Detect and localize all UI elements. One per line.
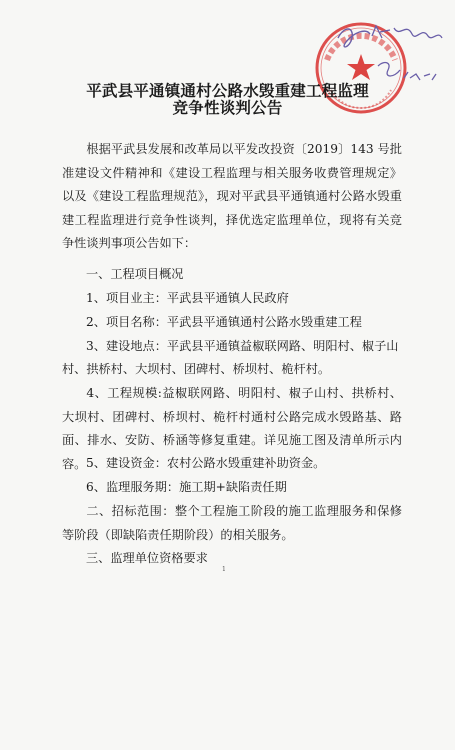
document-title-line2: 竞争性谈判公告 — [172, 98, 283, 117]
document-title-line1: 平武县平通镇通村公路水毁重建工程监理 — [86, 81, 369, 100]
page-number: 1 — [222, 566, 226, 573]
item-6-service-period: 6、监理服务期：施工期+缺陷责任期 — [86, 480, 287, 494]
item-3-location-line2: 村、拱桥村、大坝村、团碑村、桥坝村、桅杆村。 — [62, 362, 331, 376]
item-5-funding: 5、建设资金：农村公路水毁重建补助资金。 — [86, 456, 326, 470]
section-heading-1: 一、工程项目概况 — [86, 267, 184, 281]
section-heading-2-scope: 二、招标范围：整个工程施工阶段的施工监理服务和保修等阶段（即缺陷责任期阶段）的相关服务。 — [62, 504, 402, 542]
intro-paragraph: 根据平武县发展和改革局以平发改投资〔2019〕143 号批准建设文件精神和《建设工程监理与相关服务收费管理规定》以及《建设工程监理规范》，现对平武县平通镇通村公路水毁重建工程监理进行竞争性谈判，择优选定监理单位，现将有关竞争性谈判事项公告如下： — [62, 142, 402, 250]
item-4-scale: 4、工程规模:益椒联网路、明阳村、椒子山村、拱桥村、大坝村、团碑村、桥坝村、桅杆村通村公路完成水毁路基、路面、排水、安防、桥涵等修复重建。详见施工图及清单所示内容。 — [62, 386, 402, 471]
section-heading-3: 三、监理单位资格要求 — [86, 551, 208, 565]
item-2-project-name: 2、项目名称：平武县平通镇通村公路水毁重建工程 — [86, 315, 362, 329]
item-1-owner: 1、项目业主：平武县平通镇人民政府 — [86, 291, 289, 305]
item-3-location-line1: 3、建设地点：平武县平通镇益椒联网路、明阳村、椒子山 — [86, 339, 399, 353]
